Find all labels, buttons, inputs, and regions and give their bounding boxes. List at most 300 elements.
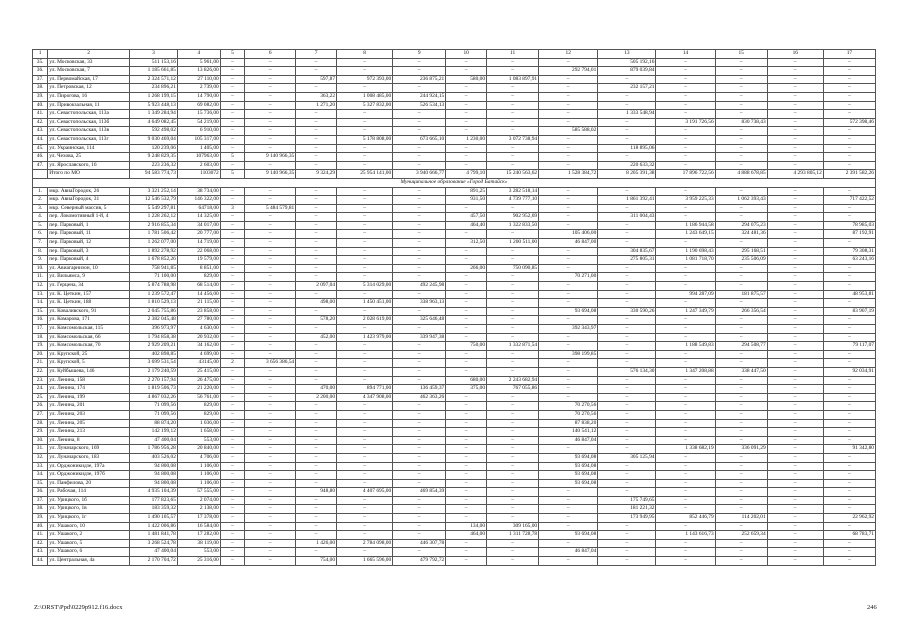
value-cell: – [715,161,767,170]
value-cell: – [337,522,393,531]
value-cell: – [337,471,393,480]
table-row [33,436,876,445]
value-cell: – [767,110,823,119]
value-cell: – [656,213,715,222]
value-cell: – [446,290,487,299]
value-cell: – [220,479,244,488]
value-cell: – [767,436,823,445]
value-cell: – [656,204,715,213]
value-cell: – [487,325,539,334]
value-cell: – [245,350,296,359]
value-cell: – [767,84,823,93]
address-cell: ул. Вильямса, 9 [48,273,130,282]
address-cell: ул. Севастопольская, 113в [48,127,130,136]
value-cell: – [767,488,823,497]
value-cell: – [245,161,296,170]
address-cell: ул. Ленина, 199 [48,393,130,402]
value-cell: 266 356,54 [715,307,767,316]
value-cell: – [245,221,296,230]
value-cell: – [393,67,446,76]
value-cell: – [823,436,875,445]
value-cell: 5 549 297,81 [129,204,177,213]
value-cell: – [337,290,393,299]
value-cell: 2 929 209,21 [129,342,177,351]
value-cell: – [539,58,598,67]
value-cell: – [245,282,296,291]
value-cell: – [487,161,539,170]
value-cell: 1 200 511,00 [487,239,539,248]
value-cell: 94 800,08 [129,471,177,480]
value-cell: – [767,350,823,359]
value-cell: 1 106,00 [177,479,220,488]
value-cell: 63 243,16 [823,256,875,265]
row-number-cell: 31. [33,445,48,454]
row-number-cell: 17. [33,325,48,334]
value-cell: – [715,419,767,428]
value-cell: – [487,445,539,454]
value-cell: 4 706,00 [177,453,220,462]
value-cell: – [220,92,244,101]
value-cell: – [220,221,244,230]
value-cell: – [598,557,656,566]
value-cell: 1 230,00 [446,135,487,144]
value-cell: – [446,471,487,480]
value-cell: 17 282,00 [177,531,220,540]
value-cell: – [598,342,656,351]
row-number-cell: 36. [33,67,48,76]
value-cell: – [220,462,244,471]
value-cell: – [446,204,487,213]
value-cell: – [245,471,296,480]
value-cell: – [220,402,244,411]
value-cell: – [539,221,598,230]
value-cell: 70 270,56 [539,402,598,411]
value-cell: 34 017,00 [177,221,220,230]
value-cell: 27 110,00 [177,75,220,84]
value-cell: – [393,453,446,462]
value-cell: 232 157,21 [598,84,656,93]
value-cell: 336 091,29 [715,445,767,454]
value-cell: – [220,333,244,342]
value-cell: – [296,419,337,428]
value-cell: – [767,428,823,437]
value-cell: – [296,127,337,136]
value-cell: – [245,187,296,196]
value-cell: – [598,539,656,548]
value-cell: 3 699 531,54 [129,359,177,368]
value-cell: – [715,264,767,273]
value-cell: – [446,325,487,334]
value-cell: – [337,153,393,162]
value-cell: – [823,505,875,514]
value-cell: – [656,410,715,419]
address-cell: ул. Орджоникидзе, 197б [48,471,130,480]
value-cell: – [823,101,875,110]
column-number-cell: 8 [337,50,393,59]
value-cell: – [337,67,393,76]
table-row [33,299,876,308]
value-cell: 47 400,04 [129,548,177,557]
table-row [33,531,876,540]
value-cell: 13 826,00 [177,67,220,76]
value-cell: – [598,333,656,342]
value-cell: – [767,325,823,334]
value-cell: 4 699,00 [177,350,220,359]
value-cell: 183 359,32 [129,505,177,514]
footer-file-path: Z:\ORST\Ppd\0229p912.f16.docx [34,604,123,611]
value-cell: – [487,101,539,110]
value-cell: 1 081 718,70 [656,256,715,265]
value-cell: 26 475,00 [177,376,220,385]
value-cell: 27 780,00 [177,316,220,325]
value-cell: – [337,247,393,256]
value-cell: – [598,393,656,402]
value-cell: – [487,144,539,153]
value-cell: – [715,428,767,437]
value-cell: – [767,204,823,213]
value-cell: 235 506,09 [715,256,767,265]
value-cell: 87 192,91 [823,230,875,239]
value-cell: – [823,539,875,548]
value-cell: – [656,428,715,437]
value-cell: 505 192,16 [598,58,656,67]
table-row [33,445,876,454]
value-cell: – [296,290,337,299]
value-cell: 3 321 252,14 [129,187,177,196]
value-cell: – [245,75,296,84]
value-cell: – [656,385,715,394]
value-cell: 396 973,97 [129,325,177,334]
value-cell: – [220,247,244,256]
value-cell: – [539,161,598,170]
value-cell: 392 343,97 [539,325,598,334]
value-cell: – [220,539,244,548]
value-cell: – [337,58,393,67]
value-cell: – [598,350,656,359]
value-cell: – [220,428,244,437]
value-cell: – [245,110,296,119]
value-cell: 22 962,92 [823,514,875,523]
value-cell: – [539,144,598,153]
value-cell: – [393,325,446,334]
address-cell: ул. К. Цеткин, 157 [48,290,130,299]
value-cell: 15 240 563,62 [487,170,539,179]
value-cell: – [598,230,656,239]
value-cell: – [767,496,823,505]
value-cell: – [245,488,296,497]
value-cell: – [220,84,244,93]
table-row [33,75,876,84]
value-cell: 4 739 777,10 [487,196,539,205]
value-cell: – [539,316,598,325]
value-cell: – [296,273,337,282]
value-cell: – [715,462,767,471]
value-cell: – [296,307,337,316]
value-cell: 902 952,69 [487,213,539,222]
row-number-cell: 47. [33,161,48,170]
value-cell: – [487,247,539,256]
address-cell: мкр. Северный массив, 5 [48,204,130,213]
value-cell: 2 097,04 [296,282,337,291]
value-cell: – [767,58,823,67]
table-row [33,539,876,548]
value-cell: 879 039,84 [598,67,656,76]
value-cell: – [245,127,296,136]
value-cell: – [337,548,393,557]
value-cell: – [598,479,656,488]
value-cell: – [656,264,715,273]
value-cell: – [656,84,715,93]
value-cell: 3 268 524,78 [129,539,177,548]
value-cell: – [487,110,539,119]
value-cell: – [539,385,598,394]
address-cell: ул. Первомайская, 17 [48,75,130,84]
value-cell: – [393,58,446,67]
value-cell: – [823,333,875,342]
value-cell: – [220,350,244,359]
value-cell: – [220,230,244,239]
address-cell: ул. Орджоникидзе, 197а [48,462,130,471]
value-cell: 9 248 829,35 [129,153,177,162]
value-cell: – [220,290,244,299]
table-row [33,239,876,248]
value-cell: – [446,539,487,548]
value-cell: – [446,247,487,256]
value-cell: – [296,522,337,531]
value-cell: 2 382 045,48 [129,316,177,325]
value-cell: – [337,84,393,93]
value-cell: – [598,445,656,454]
value-cell: – [393,419,446,428]
row-number-cell: 25. [33,393,48,402]
row-number-cell: 13. [33,290,48,299]
value-cell: – [296,256,337,265]
value-cell: – [393,247,446,256]
value-cell: – [337,110,393,119]
value-cell: – [767,247,823,256]
value-cell: – [220,118,244,127]
value-cell: – [296,247,337,256]
column-number-cell: 4 [177,50,220,59]
value-cell: 3 940 666,77 [393,170,446,179]
value-cell: 2 916 855,34 [129,221,177,230]
value-cell: 511 153,16 [129,58,177,67]
value-cell: – [296,342,337,351]
value-cell: – [220,110,244,119]
value-cell: – [823,419,875,428]
value-cell: – [446,118,487,127]
value-cell: – [656,522,715,531]
value-cell: 1 423 979,00 [337,333,393,342]
table-row [33,479,876,488]
value-cell: – [393,144,446,153]
row-number-cell: 43. [33,548,48,557]
value-cell: – [715,316,767,325]
value-cell: – [823,479,875,488]
value-cell: – [539,393,598,402]
value-cell: – [446,428,487,437]
value-cell: 234 896,21 [129,84,177,93]
value-cell: – [656,557,715,566]
value-cell: 4 649 082,45 [129,118,177,127]
value-cell: 1 188 549,83 [656,342,715,351]
value-cell: 3 656 386,54 [245,359,296,368]
value-cell: – [393,153,446,162]
table-row [33,428,876,437]
value-cell: – [715,299,767,308]
value-cell: – [245,135,296,144]
value-cell: 114 202,01 [715,514,767,523]
value-cell: – [539,135,598,144]
value-cell: – [656,316,715,325]
value-cell: – [446,256,487,265]
value-cell: – [598,316,656,325]
value-cell: – [823,273,875,282]
value-cell: – [220,488,244,497]
value-cell: 1 036,00 [177,419,220,428]
value-cell: – [823,161,875,170]
row-number-cell: 12. [33,282,48,291]
value-cell: – [539,153,598,162]
value-cell: – [393,359,446,368]
value-cell: – [296,531,337,540]
value-cell: – [393,204,446,213]
value-cell: – [598,239,656,248]
value-cell: – [487,333,539,342]
value-cell: 5 327 832,00 [337,101,393,110]
value-cell: – [767,316,823,325]
address-cell: ул. Петровская, 12 [48,84,130,93]
address-cell: Итого по МО [48,170,130,179]
value-cell: – [598,273,656,282]
table-row [33,402,876,411]
value-cell: – [446,101,487,110]
address-cell: ул. Коваливского, 91 [48,307,130,316]
value-cell: – [337,204,393,213]
value-cell: 5 923 448,13 [129,101,177,110]
value-cell: – [767,290,823,299]
value-cell: – [245,273,296,282]
value-cell: – [539,110,598,119]
value-cell: – [767,299,823,308]
value-cell: – [446,514,487,523]
value-cell: 252 659,34 [715,531,767,540]
row-number-cell: 5. [33,221,48,230]
value-cell: 12 546 532,79 [129,196,177,205]
value-cell: – [220,101,244,110]
value-cell: – [823,488,875,497]
value-cell: – [823,67,875,76]
value-cell: 1 810 529,13 [129,299,177,308]
value-cell: – [337,161,393,170]
value-cell: – [767,92,823,101]
address-cell: мкр. АвиаГородок, 26 [48,187,130,196]
table-row [33,514,876,523]
value-cell: – [245,84,296,93]
value-cell: – [767,239,823,248]
value-cell: – [598,204,656,213]
value-cell: 46 847,00 [539,239,598,248]
value-cell: – [296,230,337,239]
value-cell: – [487,419,539,428]
value-cell: – [598,359,656,368]
value-cell: – [656,161,715,170]
value-cell: – [446,453,487,462]
value-cell: – [767,135,823,144]
value-cell: – [245,230,296,239]
value-cell: – [220,367,244,376]
value-cell: 46 847,04 [539,436,598,445]
address-cell: ул. Ленина, 8 [48,436,130,445]
address-cell: ул. Урицкого, 1в [48,505,130,514]
value-cell: – [296,153,337,162]
value-cell: – [296,402,337,411]
value-cell: – [245,118,296,127]
value-cell: – [715,410,767,419]
value-cell: – [823,325,875,334]
value-cell: – [446,127,487,136]
value-cell: – [296,496,337,505]
value-cell: – [393,505,446,514]
value-cell: – [767,471,823,480]
value-cell: 175 749,65 [598,496,656,505]
value-cell: – [296,359,337,368]
value-cell: – [220,385,244,394]
value-cell: 553,00 [177,548,220,557]
value-cell: – [539,488,598,497]
value-cell: 88 874,20 [129,419,177,428]
address-cell: ул. Комарова, 171 [48,316,130,325]
value-cell: – [598,522,656,531]
value-cell: 71 100,00 [129,273,177,282]
value-cell: – [337,505,393,514]
value-cell: – [823,393,875,402]
value-cell: 1 422 006,86 [129,522,177,531]
value-cell: 2 200,00 [296,393,337,402]
table-row [33,453,876,462]
table-row [33,118,876,127]
address-cell: ул. Ленина, 174 [48,385,130,394]
value-cell: – [296,84,337,93]
value-cell: – [245,196,296,205]
value-cell: – [296,479,337,488]
table-row [33,505,876,514]
value-cell: – [393,462,446,471]
address-cell: ул. Комсомольская, 70 [48,342,130,351]
value-cell: – [656,479,715,488]
value-cell: – [446,350,487,359]
table-row [33,325,876,334]
value-cell: – [823,110,875,119]
value-cell: – [767,376,823,385]
value-cell: – [337,376,393,385]
value-cell: – [220,213,244,222]
value-cell: – [487,290,539,299]
value-cell: – [823,557,875,566]
value-cell: 142 199,12 [129,428,177,437]
value-cell: – [446,359,487,368]
value-cell: 4 347 908,00 [337,393,393,402]
table-row [33,187,876,196]
document-table-wrapper [32,49,876,566]
value-cell: 403 526,02 [129,453,177,462]
value-cell: – [337,402,393,411]
value-cell: 994 287,09 [656,290,715,299]
value-cell: – [337,264,393,273]
value-cell: – [539,247,598,256]
value-cell: – [487,67,539,76]
value-cell: 38 119,00 [177,539,220,548]
